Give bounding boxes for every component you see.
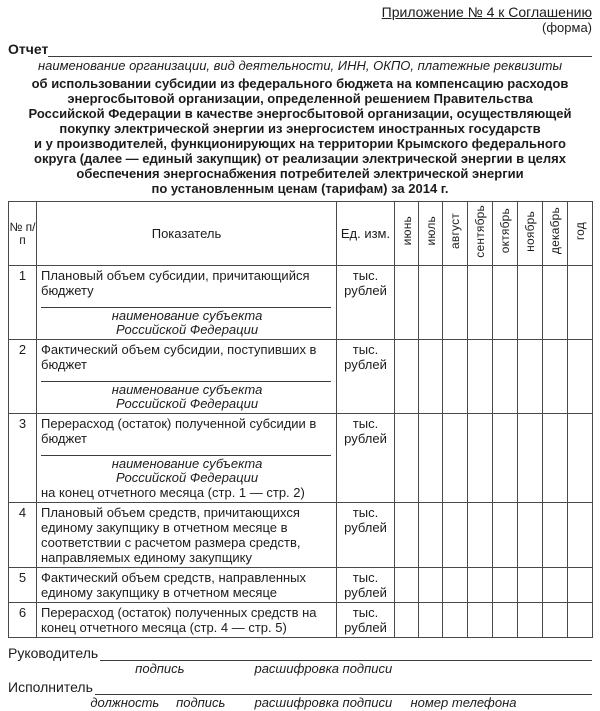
value-cell bbox=[568, 266, 593, 340]
signature-caption: должность bbox=[90, 695, 160, 710]
requisites-caption: наименование организации, вид деятельности, ИНН, ОКПО, платежные реквизиты bbox=[37, 58, 563, 73]
table-row bbox=[9, 414, 593, 503]
indicator-text: Перерасход (остаток) полученных средств на конец отчетного месяца (стр. 4 — стр. 5) bbox=[41, 605, 317, 635]
indicator-cell bbox=[37, 414, 337, 503]
column-header-month-december bbox=[543, 202, 568, 266]
row-number: 6 bbox=[9, 603, 37, 638]
report-title bbox=[8, 76, 592, 196]
signature-caption: номер телефона bbox=[410, 695, 517, 710]
value-cell bbox=[543, 266, 568, 340]
value-cell bbox=[518, 568, 543, 603]
head-signature-line bbox=[8, 643, 592, 661]
value-cell bbox=[468, 568, 493, 603]
executor-label: Исполнитель bbox=[8, 679, 93, 695]
signature-caption: расшифровка подписи bbox=[254, 695, 393, 710]
value-cell bbox=[468, 414, 493, 503]
table-row bbox=[9, 266, 593, 340]
form-note: (форма) bbox=[542, 20, 592, 35]
value-cell bbox=[395, 603, 419, 638]
indicator-text: Плановый объем средств, причитающихся единому закупщику в отчетном месяце в соответствии с расчетом размера средств, направляемых единому закупщику bbox=[41, 505, 301, 565]
indicator-cell bbox=[37, 266, 337, 340]
value-cell bbox=[395, 568, 419, 603]
value-cell bbox=[493, 568, 518, 603]
column-header-month-june bbox=[395, 202, 419, 266]
value-cell bbox=[468, 603, 493, 638]
value-cell bbox=[518, 503, 543, 568]
report-title-line: округа (далее — единый закупщик) от реализации электрической энергии в целях bbox=[34, 151, 566, 166]
subject-caption: наименование субъекта bbox=[111, 382, 263, 397]
signature-caption: подпись bbox=[176, 695, 226, 710]
subject-caption: Российской Федерации bbox=[115, 470, 259, 485]
column-header-num: № п/п bbox=[9, 202, 37, 266]
unit-cell: тыс. рублей bbox=[337, 340, 395, 414]
subject-caption: наименование субъекта bbox=[111, 456, 263, 471]
indicator-text: Фактический объем средств, направленных единому закупщику в отчетном месяце bbox=[41, 570, 307, 600]
month-label: декабрь bbox=[548, 207, 562, 255]
value-cell bbox=[493, 603, 518, 638]
indicator-text: Фактический объем субсидии, поступивших в бюджет bbox=[41, 342, 317, 372]
value-cell bbox=[568, 568, 593, 603]
value-cell bbox=[568, 503, 593, 568]
value-cell bbox=[468, 503, 493, 568]
value-cell bbox=[493, 503, 518, 568]
report-title-line: по установленным ценам (тарифам) за 2014 г. bbox=[151, 181, 449, 196]
value-cell bbox=[395, 266, 419, 340]
head-blank-line bbox=[100, 646, 592, 661]
unit-cell: тыс. рублей bbox=[337, 568, 395, 603]
executor-signature-captions bbox=[8, 695, 592, 711]
value-cell bbox=[443, 340, 468, 414]
unit-cell: тыс. рублей bbox=[337, 503, 395, 568]
table-row bbox=[9, 568, 593, 603]
value-cell bbox=[443, 503, 468, 568]
column-header-month-october bbox=[493, 202, 518, 266]
column-header-year bbox=[568, 202, 593, 266]
month-label: сентябрь bbox=[473, 204, 487, 258]
value-cell bbox=[468, 340, 493, 414]
report-title-line: об использовании субсидии из федерального бюджета на компенсацию расходов bbox=[31, 76, 569, 91]
subject-caption: Российской Федерации bbox=[115, 322, 259, 337]
report-table bbox=[8, 201, 593, 638]
indicator-text: Плановый объем субсидии, причитающийся бюджету bbox=[41, 268, 310, 298]
report-title-line: обеспечения энергоснабжения потребителей электрической энергии bbox=[76, 166, 524, 181]
row-suffix: на конец отчетного месяца (стр. 1 — стр. 2) bbox=[41, 485, 305, 500]
row-number: 1 bbox=[9, 266, 37, 340]
indicator-cell bbox=[37, 568, 337, 603]
unit-cell: тыс. рублей bbox=[337, 414, 395, 503]
signature-caption: подпись bbox=[135, 661, 185, 676]
row-number: 3 bbox=[9, 414, 37, 503]
value-cell bbox=[543, 414, 568, 503]
value-cell bbox=[419, 414, 443, 503]
row-number: 4 bbox=[9, 503, 37, 568]
appendix-title: Приложение № 4 к Соглашению bbox=[381, 4, 592, 20]
executor-blank-line bbox=[95, 680, 592, 695]
value-cell bbox=[493, 340, 518, 414]
report-label: Отчет bbox=[8, 41, 49, 57]
unit-cell: тыс. рублей bbox=[337, 603, 395, 638]
value-cell bbox=[543, 568, 568, 603]
table-row bbox=[9, 603, 593, 638]
value-cell bbox=[419, 503, 443, 568]
indicator-cell bbox=[37, 340, 337, 414]
column-header-month-august bbox=[443, 202, 468, 266]
organization-blank-line bbox=[48, 42, 592, 57]
month-label: июнь bbox=[399, 216, 414, 246]
month-label: июль bbox=[423, 216, 438, 246]
executor-signature-line bbox=[8, 677, 592, 695]
value-cell bbox=[568, 414, 593, 503]
value-cell bbox=[419, 266, 443, 340]
value-cell bbox=[419, 568, 443, 603]
value-cell bbox=[395, 340, 419, 414]
month-label: август bbox=[448, 213, 462, 249]
value-cell bbox=[443, 414, 468, 503]
value-cell bbox=[443, 266, 468, 340]
value-cell bbox=[543, 603, 568, 638]
value-cell bbox=[419, 603, 443, 638]
unit-cell: тыс. рублей bbox=[337, 266, 395, 340]
year-label: год bbox=[573, 221, 587, 241]
table-header-row bbox=[9, 202, 593, 266]
report-title-line: покупку электрической энергии из энергосистем иностранных государств bbox=[59, 121, 541, 136]
signature-caption: расшифровка подписи bbox=[254, 661, 393, 676]
month-label: октябрь bbox=[498, 208, 512, 254]
value-cell bbox=[543, 340, 568, 414]
column-header-indicator: Показатель bbox=[37, 202, 337, 266]
table-row bbox=[9, 340, 593, 414]
report-title-line: и у производителей, функционирующих на территории Крымского федерального bbox=[34, 136, 566, 151]
report-title-line: Российской Федерации в качестве энергосбытовой организации, осуществляющей bbox=[28, 106, 572, 121]
value-cell bbox=[568, 603, 593, 638]
value-cell bbox=[468, 266, 493, 340]
signature-block bbox=[8, 643, 592, 711]
value-cell bbox=[493, 266, 518, 340]
report-header-line bbox=[8, 39, 592, 57]
indicator-text: Перерасход (остаток) полученной субсидии в бюджет bbox=[41, 416, 317, 446]
column-header-month-november bbox=[518, 202, 543, 266]
value-cell bbox=[518, 340, 543, 414]
value-cell bbox=[518, 266, 543, 340]
table-row bbox=[9, 503, 593, 568]
indicator-cell bbox=[37, 503, 337, 568]
value-cell bbox=[443, 603, 468, 638]
value-cell bbox=[543, 503, 568, 568]
value-cell bbox=[395, 503, 419, 568]
head-label: Руководитель bbox=[8, 645, 99, 661]
indicator-cell bbox=[37, 603, 337, 638]
value-cell bbox=[568, 340, 593, 414]
report-title-line: энергосбытовой организации, определенной решением Правительства bbox=[67, 91, 533, 106]
subject-caption: Российской Федерации bbox=[115, 396, 259, 411]
subject-caption: наименование субъекта bbox=[111, 308, 263, 323]
row-number: 5 bbox=[9, 568, 37, 603]
month-label: ноябрь bbox=[523, 210, 537, 252]
value-cell bbox=[443, 568, 468, 603]
column-header-unit: Ед. изм. bbox=[337, 202, 395, 266]
value-cell bbox=[518, 603, 543, 638]
value-cell bbox=[518, 414, 543, 503]
column-header-month-september bbox=[468, 202, 493, 266]
head-signature-captions bbox=[8, 661, 592, 677]
value-cell bbox=[493, 414, 518, 503]
value-cell bbox=[419, 340, 443, 414]
row-number: 2 bbox=[9, 340, 37, 414]
column-header-month-july bbox=[419, 202, 443, 266]
value-cell bbox=[395, 414, 419, 503]
